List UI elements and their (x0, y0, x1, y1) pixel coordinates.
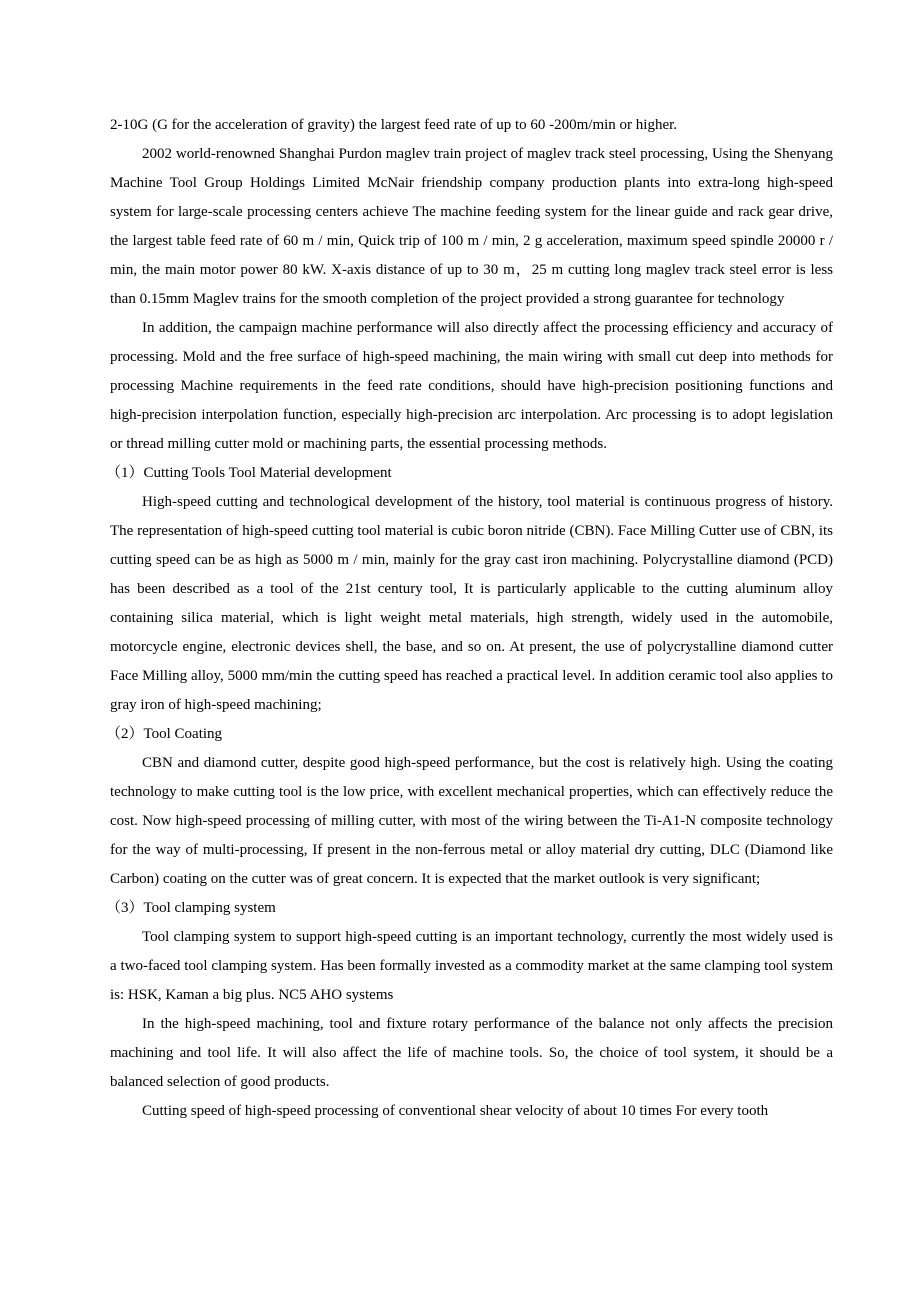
section-heading-tool-material: （1）Cutting Tools Tool Material development (106, 465, 392, 481)
paragraph-balance: In the high-speed machining, tool and fixture rotary performance of the balance not only affects the precision machining and tool life. It will also affect the life of machine tools. So, the choice of tool system, it should be a balanced selection of good products. (110, 1016, 833, 1090)
paragraph-tool-clamping: Tool clamping system to support high-speed cutting is an important technology, currently the most widely used is a two-faced tool clamping system. Has been formally invested as a commodity market at the same clamping tool system is: HSK, Kaman a big plus. NC5 AHO systems (110, 929, 833, 1003)
section-heading-tool-clamping: （3）Tool clamping system (106, 900, 276, 916)
paragraph-tool-coating: CBN and diamond cutter, despite good high-speed performance, but the cost is relatively high. Using the coating technology to make cutting tool is the low price, with excellent mechanical properties, which can effectively reduce the cost. Now high-speed processing of milling cutter, with most of the wiring between the Ti-A1-N composite technology for the way of multi-processing, If present in the non-ferrous metal or alloy material dry cutting, DLC (Diamond like Carbon) coating on the cutter was of great concern. It is expected that the market outlook is very significant; (110, 755, 833, 887)
document-page (106, 111, 833, 1126)
paragraph-maglev-project: 2002 world-renowned Shanghai Purdon maglev train project of maglev track steel processing, Using the Shenyang Machine Tool Group Holdings Limited McNair friendship company production plants into extra-long high-speed system for large-scale processing centers achieve The machine feeding system for the linear guide and rack gear drive, the largest table feed rate of 60 m / min, Quick trip of 100 m / min, 2 g acceleration, maximum speed spindle 20000 r / min, the main motor power 80 kW. X-axis distance of up to 30 m，25 m cutting long maglev track steel error is less than 0.15mm Maglev trains for the smooth completion of the project provided a strong guarantee for technology (110, 146, 833, 307)
paragraph-cutting-speed: Cutting speed of high-speed processing of conventional shear velocity of about 10 times For every tooth (142, 1103, 769, 1119)
paragraph-feed-rate: 2-10G (G for the acceleration of gravity) the largest feed rate of up to 60 -200m/min or higher. (110, 117, 678, 133)
section-heading-tool-coating: （2）Tool Coating (106, 726, 223, 742)
paragraph-machine-performance: In addition, the campaign machine performance will also directly affect the processing efficiency and accuracy of processing. Mold and the free surface of high-speed machining, the main wiring with small cut deep into methods for processing Machine requirements in the feed rate conditions, should have high-precision positioning functions and high-precision interpolation function, especially high-precision arc interpolation. Arc processing is to adopt legislation or thread milling cutter mold or machining parts, the essential processing methods. (110, 320, 833, 452)
paragraph-tool-material: High-speed cutting and technological development of the history, tool material is continuous progress of history. The representation of high-speed cutting tool material is cubic boron nitride (CBN). Face Milling Cutter use of CBN, its cutting speed can be as high as 5000 m / min, mainly for the gray cast iron machining. Polycrystalline diamond (PCD) has been described as a tool of the 21st century tool, It is particularly applicable to the cutting aluminum alloy containing silica material, which is light weight metal materials, high strength, widely used in the automobile, motorcycle engine, electronic devices shell, the base, and so on. At present, the use of polycrystalline diamond cutter Face Milling alloy, 5000 mm/min the cutting speed has reached a practical level. In addition ceramic tool also applies to gray iron of high-speed machining; (110, 494, 833, 713)
